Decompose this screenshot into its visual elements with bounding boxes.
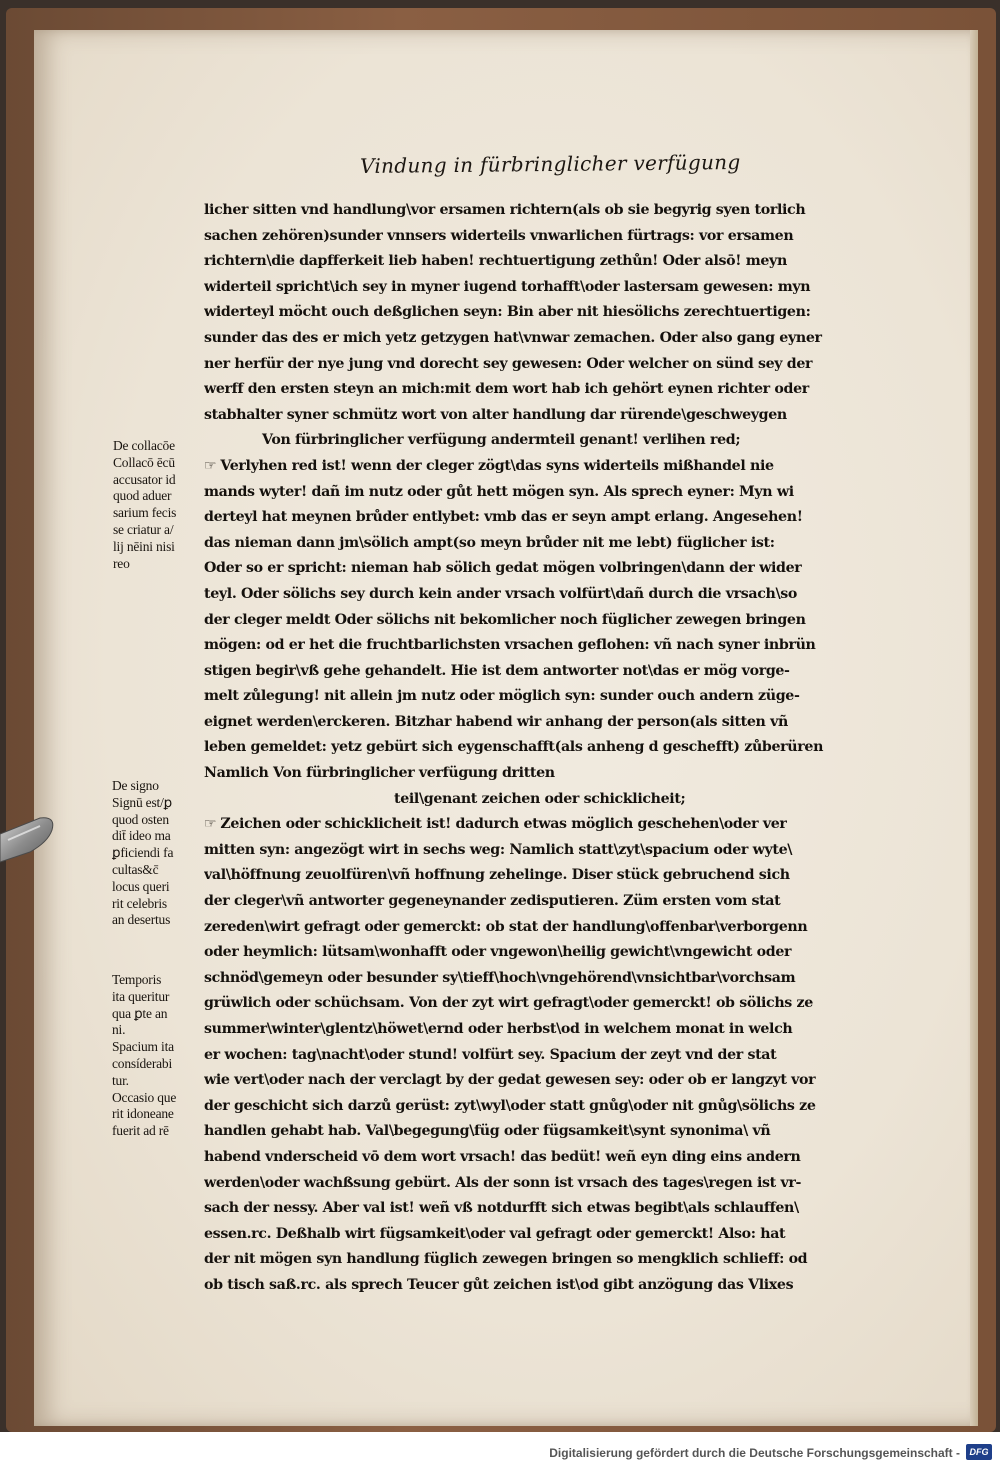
- text-line-content: habend vnderscheid vō dem wort vrsach! das bedüt! weñ eyn ding eins andern: [204, 1148, 801, 1165]
- running-head: Vindung in fürbringlicher verfügung: [359, 150, 741, 178]
- text-line-content: sachen zehören)sunder vnnsers widerteils vnwarlichen fürtrags: vor ersamen: [204, 227, 794, 244]
- text-line-content: stigen begir\vß gehe gehandelt. Hie ist dem antworter not\das er mög vorge-: [204, 662, 790, 679]
- marginal-line: rit celebris: [112, 895, 167, 911]
- footer-bar: [0, 1432, 1000, 1473]
- text-line: [204, 1247, 880, 1273]
- marginal-line: reo: [113, 555, 130, 571]
- text-line-content: derteyl hat meynen brůder entlybet: vmb das er seyn ampt erlang. Angesehen!: [204, 509, 803, 526]
- marginal-line: locus queri: [112, 878, 170, 894]
- text-line-content: teil\genant zeichen oder schicklicheit;: [394, 790, 686, 807]
- marginal-note-de-signo: [112, 778, 208, 929]
- marginal-line: consíderabi: [112, 1055, 173, 1071]
- text-line: [204, 1094, 880, 1120]
- page-edge-stack: [970, 30, 978, 1426]
- marginal-line: tur.: [112, 1072, 129, 1088]
- text-line-content: sach der nessy. Aber val ist! weñ vß notdurfft sich etwas begibt\als schlauffen\: [204, 1200, 799, 1217]
- text-line-content: der nit mögen syn handlung füglich zewegen bringen so mengklich schlieff: od: [204, 1251, 808, 1268]
- marginal-line: De collacōe: [113, 438, 175, 453]
- text-line: [204, 710, 880, 736]
- text-line: [204, 684, 880, 710]
- pointing-hand-icon: ☞: [204, 816, 217, 833]
- text-line-content: der geschicht sich darzů gerüst: zyt\wyl\oder statt gnůg\oder nit gnůg\sölichs ze: [204, 1097, 816, 1114]
- text-line-content: mitten syn: angezögt wirt in sechs weg: Namlich statt\zyt\spacium oder wyte\: [204, 841, 793, 858]
- page-clip-icon: [0, 812, 58, 870]
- text-line: [204, 1222, 880, 1248]
- text-line-content: zereden\wirt gefragt oder gemerckt: ob stat der handlung\offenbar\verborgenn: [204, 918, 808, 935]
- text-line-content: oder heymlich: lütsam\wonhafft oder vngewon\heilig gewicht\vngewicht oder: [204, 944, 792, 961]
- text-line-content: melt zůlegung! nit allein jm nutz oder möglich syn: sunder ouch andern züge-: [204, 688, 800, 705]
- text-line-content: ob tisch saß.rc. als sprech Teucer gůt zeichen ist\od gibt anzögung das Vlixes: [204, 1276, 794, 1293]
- text-line: [204, 505, 880, 531]
- text-line-content: richtern\die dapfferkeit lieb haben! rechtuertigung zethůn! Oder alsō! meyn: [204, 253, 787, 270]
- text-line: [204, 352, 880, 378]
- marginal-line: accusator id: [113, 471, 176, 487]
- marginal-note-de-collacione: [113, 438, 209, 572]
- marginal-line: cultas&c̄: [112, 861, 159, 877]
- text-line: [204, 735, 880, 761]
- text-line: [204, 1273, 880, 1299]
- text-line-content: sunder das des er mich yetz getzygen hat\vnwar zemachen. Oder also gang eyner: [204, 329, 822, 346]
- text-line-content: summer\winter\glentz\höwet\ernd oder herbst\od in welchem monat in welch: [204, 1021, 793, 1037]
- text-line: [204, 531, 880, 557]
- dfg-logo: DFG: [966, 1444, 992, 1460]
- text-line: [204, 940, 880, 966]
- text-line-content: werff den ersten steyn an mich:mit dem wort hab ich gehört eynen richter oder: [204, 381, 809, 398]
- text-line-content: licher sitten vnd handlung\vor ersamen richtern(als ob sie begyrig syen torlich: [204, 202, 806, 218]
- text-line-content: Namlich Von fürbringlicher verfügung dritten: [204, 765, 555, 782]
- text-line: [204, 1196, 880, 1222]
- text-line-content: Verlyhen red ist! wenn der cleger zögt\das syns widerteils mißhandel nie: [220, 457, 774, 474]
- text-line-content: teyl. Oder sölichs sey durch kein ander vrsach volfürt\dañ durch die vrsach\so: [204, 585, 798, 602]
- text-line: [204, 1068, 880, 1094]
- marginal-line: Spacium ita: [112, 1039, 174, 1055]
- text-line-content: werden\oder wachßsung gebürt. Als der sonn ist vrsach des tages\regen ist vr-: [204, 1174, 802, 1191]
- text-line: [204, 326, 880, 352]
- text-line: [204, 1119, 880, 1145]
- marginal-line: rit idoneane: [112, 1106, 174, 1122]
- text-line: [204, 915, 880, 941]
- text-line: [204, 812, 880, 838]
- marginal-line: quod aduer: [113, 488, 172, 504]
- text-line-content: mands wyter! dañ im nutz oder gůt hett mögen syn. Als sprech eyner: Myn wi: [204, 483, 794, 500]
- text-line: [204, 991, 880, 1017]
- text-line-content: val\höffnung zeuolfüren\vñ hoffnung zehelinge. Diser stück gebruchend sich: [204, 867, 790, 884]
- text-line-content: schnöd\gemeyn oder besunder sy\tieff\hoch\vngehörend\vnsichtbar\vorchsam: [204, 969, 796, 986]
- marginal-line: se criatur a/: [113, 521, 174, 537]
- text-line-content: ner herfür der nye jung vnd dorecht sey gewesen: Oder welcher on sünd sey der: [204, 355, 813, 372]
- text-line-content: Oder so er spricht: nieman hab sölich gedat mögen volbringen\dann der wider: [204, 560, 802, 577]
- marginal-line: qua ꝑte an: [112, 1005, 168, 1021]
- marginal-line: fuerit ad rē: [112, 1123, 169, 1139]
- text-line: [204, 1043, 880, 1069]
- text-line: [204, 224, 880, 250]
- text-line: [204, 966, 880, 992]
- text-line: [204, 838, 880, 864]
- marginal-line: an desertus: [112, 912, 171, 928]
- text-line: [204, 480, 880, 506]
- text-line: [204, 1145, 880, 1171]
- footer-credit: Digitalisierung gefördert durch die Deutsche Forschungsgemeinschaft -: [549, 1446, 960, 1460]
- text-line-content: widerteyl möcht ouch deßglichen seyn: Bin aber nit hiesölichs zerechtuertigen:: [204, 304, 811, 321]
- text-line-content: das nieman dann jm\sölich ampt(so meyn brůder nit me lebt) füglicher ist:: [204, 534, 775, 551]
- text-line: [204, 300, 880, 326]
- text-line: [204, 377, 880, 403]
- text-line-content: Zeichen oder schicklicheit ist! dadurch etwas möglich geschehen\oder ver: [220, 816, 787, 833]
- text-line-content: leben gemeldet: yetz gebürt sich eygenschafft(als anheng d geschefft) zůberüren: [204, 739, 824, 756]
- marginal-line: Signū est/ꝑ: [112, 794, 173, 810]
- pointing-hand-icon: ☞: [204, 457, 217, 474]
- text-line-content: essen.rc. Deßhalb wirt fügsamkeit\oder val gefragt oder gemerckt! Also: hat: [204, 1225, 786, 1242]
- text-line-content: eignet werden\erckeren. Bitzhar habend wir anhang der person(als sitten vñ: [204, 713, 788, 730]
- text-line: [204, 761, 880, 787]
- text-line: [204, 608, 880, 634]
- marginal-line: Temporis: [112, 972, 162, 987]
- text-line-content: grüwlich oder schüchsam. Von der zyt wirt gefragt\oder gemerckt! ob sölichs ze: [204, 995, 813, 1012]
- text-line: [204, 1017, 880, 1043]
- text-line: [204, 889, 880, 915]
- text-line-content: mögen: od er het die fruchtbarlichsten vrsachen geflohen: vñ nach syner inbrün: [204, 637, 816, 654]
- marginal-line: ita queritur: [112, 988, 170, 1004]
- text-line: [204, 659, 880, 685]
- text-line-content: er wochen: tag\nacht\oder stund! volfürt sey. Spacium der zeyt vnd der stat: [204, 1046, 777, 1063]
- text-line-content: stabhalter syner schmütz wort von alter handlung dar rürende\geschweygen: [204, 406, 787, 423]
- text-line: [204, 863, 880, 889]
- body-text-block: [204, 198, 880, 1299]
- text-line-content: handlen gehabt hab. Val\begegung\füg oder fügsamkeit\synt synonima\ vñ: [204, 1123, 771, 1140]
- text-line-content: widerteil spricht\ich sey in myner iugend torhafft\oder lastersam gewesen: myn: [204, 278, 811, 295]
- text-line: [204, 582, 880, 608]
- marginal-line: De signo: [112, 778, 159, 793]
- marginal-line: quod osten: [112, 811, 169, 827]
- text-line: [204, 556, 880, 582]
- text-line: [204, 1171, 880, 1197]
- text-line-content: der cleger meldt Oder sölichs nit bekomlicher noch füglicher zewegen bringen: [204, 611, 806, 628]
- text-line-content: wie vert\oder nach der verclagt by der gedat gewesen sey: oder ob er langzyt vor: [204, 1072, 816, 1089]
- marginal-line: dit̄ ideo ma: [112, 828, 171, 844]
- text-line: [204, 633, 880, 659]
- text-line: [204, 787, 880, 813]
- text-line: [204, 403, 880, 429]
- marginal-line: Occasio que: [112, 1089, 177, 1105]
- marginal-line: Collacō ēcū: [113, 454, 175, 470]
- marginal-line: ꝑficiendi fa: [112, 845, 174, 861]
- marginal-line: lij nēini nisi: [113, 538, 175, 554]
- text-line: [204, 428, 880, 454]
- text-line-content: Von fürbringlicher verfügung andermteil genant! verlihen red;: [262, 432, 741, 449]
- marginal-line: sarium fecis: [113, 505, 177, 521]
- text-line: [204, 454, 880, 480]
- text-line: [204, 249, 880, 275]
- text-line: [204, 198, 880, 224]
- marginal-note-temporis: [112, 972, 208, 1140]
- marginal-line: ni.: [112, 1022, 126, 1038]
- text-line-content: der cleger\vñ antworter gegeneynander zedisputieren. Züm ersten vom stat: [204, 893, 781, 910]
- text-line: [204, 275, 880, 301]
